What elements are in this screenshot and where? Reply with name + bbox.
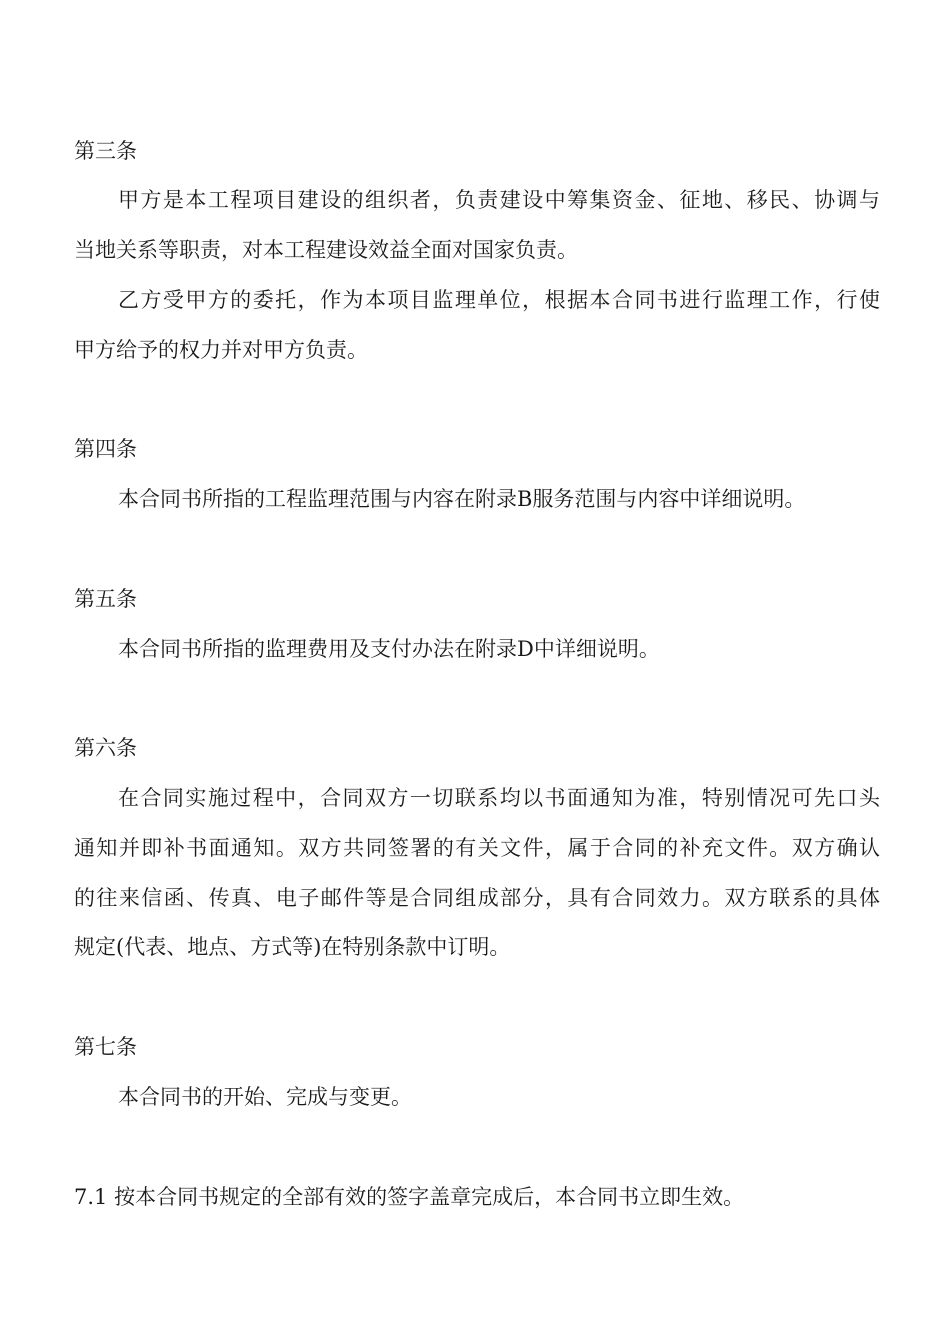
paragraph-line: 本合同书所指的监理费用及支付办法在附录D中详细说明。 bbox=[118, 637, 660, 661]
paragraph-line: 当地关系等职责，对本工程建设效益全面对国家负责。 bbox=[74, 238, 578, 262]
paragraph-line: 乙方受甲方的委托，作为本项目监理单位，根据本合同书进行监理工作，行使 bbox=[118, 288, 880, 312]
article-heading: 第三条 bbox=[74, 139, 137, 163]
paragraph-line: 本合同书的开始、完成与变更。 bbox=[118, 1085, 412, 1109]
clause-7-1: 7.1 按本合同书规定的全部有效的签字盖章完成后，本合同书立即生效。 bbox=[74, 1185, 745, 1209]
paragraph-line: 通知并即补书面通知。双方共同签署的有关文件，属于合同的补充文件。双方确认 bbox=[74, 836, 880, 860]
paragraph-line: 规定(代表、地点、方式等)在特别条款中订明。 bbox=[74, 935, 511, 959]
article-heading: 第七条 bbox=[74, 1035, 137, 1059]
paragraph-line: 甲方是本工程项目建设的组织者，负责建设中筹集资金、征地、移民、协调与 bbox=[118, 188, 880, 212]
article-heading: 第五条 bbox=[74, 587, 137, 611]
paragraph-line: 的往来信函、传真、电子邮件等是合同组成部分，具有合同效力。双方联系的具体 bbox=[74, 886, 880, 910]
article-heading: 第六条 bbox=[74, 736, 137, 760]
paragraph-line: 本合同书所指的工程监理范围与内容在附录B服务范围与内容中详细说明。 bbox=[118, 487, 806, 511]
paragraph-line: 在合同实施过程中，合同双方一切联系均以书面通知为准，特别情况可先口头 bbox=[118, 786, 880, 810]
paragraph-line: 甲方给予的权力并对甲方负责。 bbox=[74, 338, 368, 362]
article-heading: 第四条 bbox=[74, 437, 137, 461]
